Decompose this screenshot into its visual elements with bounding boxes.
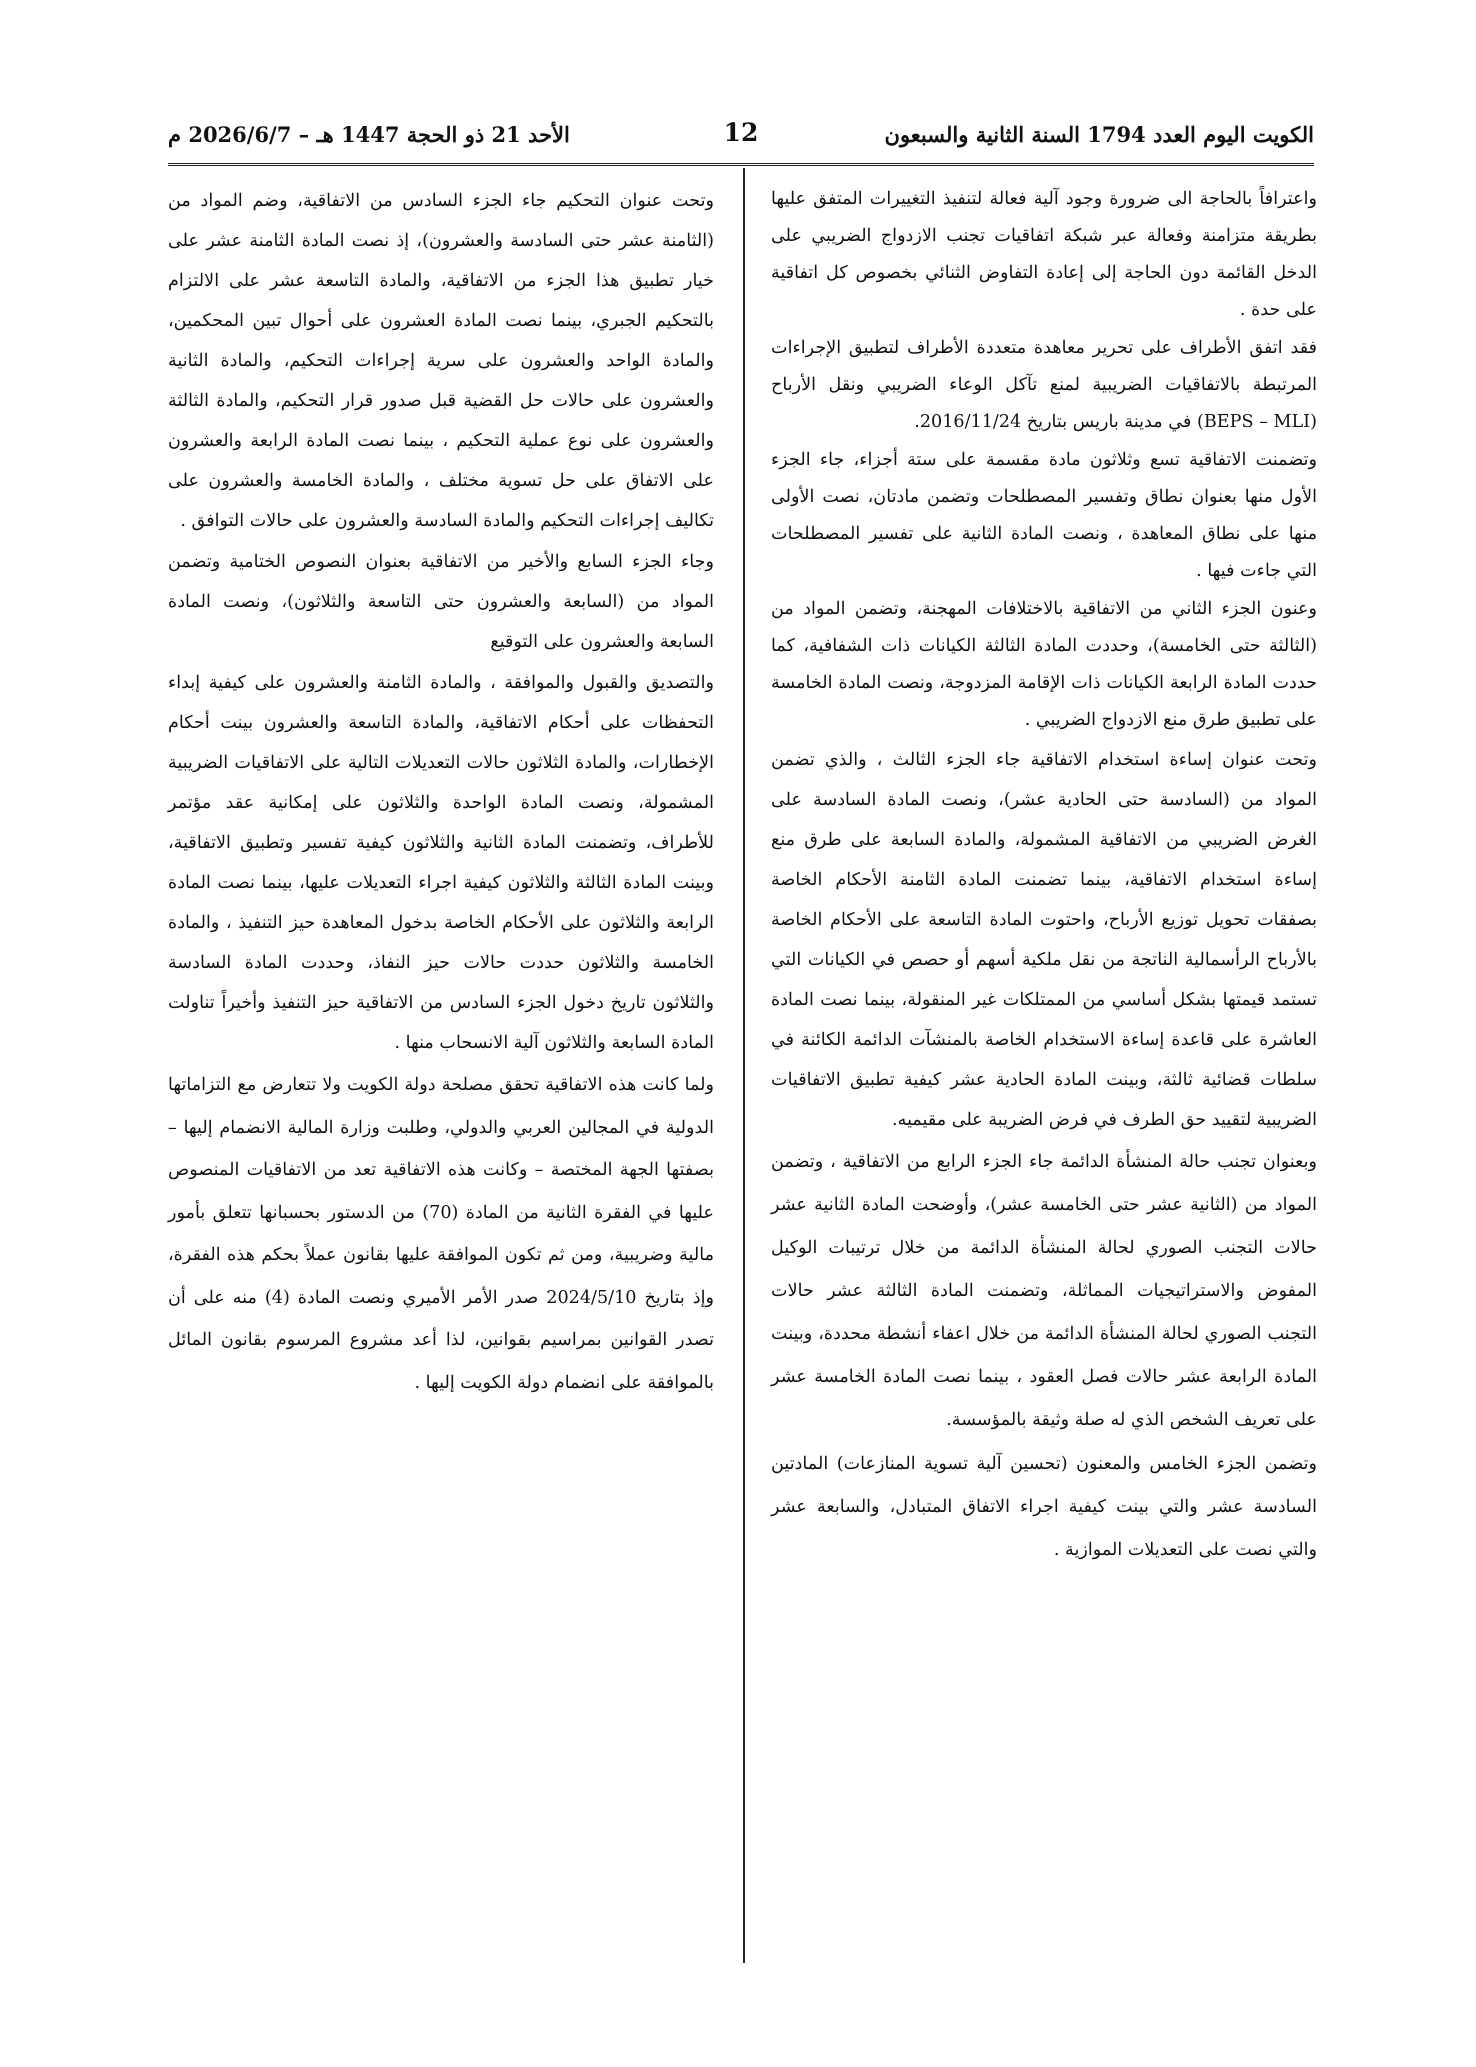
header-issue-info: الكويت اليوم العدد 1794 السنة الثانية والسبعون bbox=[884, 122, 1314, 147]
paragraph: وتضمن الجزء الخامس والمعنون (تحسين آلية تسوية المنازعات) المادتين السادسة عشر والتي بينت كيفية اجراء الاتفاق المتبادل، والسابعة عشر والتي نصت على التعديلات الموازية . bbox=[771, 1454, 1317, 1560]
paragraph: والتصديق والقبول والموافقة ، والمادة الثامنة والعشرون على كيفية إبداء التحفظات على أحكام الاتفاقية، والمادة التاسعة والعشرون بينت أحكام الإخطارات، والمادة الثلاثون حالات التعديلات التالية على الاتفاقيات الضريبية المشمولة، ونصت المادة الواحدة والثلاثون على إمكانية عقد مؤتمر للأطراف، وتضمنت المادة الثانية والثلاثون كيفية تفسير وتطبيق الاتفاقية، وبينت المادة الثالثة والثلاثون كيفية اجراء التعديلات عليها، بينما نصت المادة الرابعة والثلاثون على الأحكام الخاصة بدخول المعاهدة حيز التنفيذ ، والمادة الخامسة والثلاثون حددت حالات حيز النفاذ، وحددت المادة السادسة والثلاثون تاريخ دخول الجزء السادس من الاتفاقية حيز التنفيذ وأخيراً تناولت المادة السابعة والثلاثون آلية الانسحاب منها . bbox=[168, 673, 714, 1053]
page-header bbox=[168, 118, 1314, 158]
right-column bbox=[771, 181, 1317, 1573]
paragraph: ولما كانت هذه الاتفاقية تحقق مصلحة دولة الكويت ولا تتعارض مع التزاماتها الدولية في المجالين العربي والدولي، وطلبت وزارة المالية الانضمام إليها – بصفتها الجهة المختصة – وكانت هذه الاتفاقية تعد من الاتفاقيات المنصوص عليها في الفقرة الثانية من المادة (70) من الدستور بحسبانها تتعلق بأمور مالية وضريبية، ومن ثم تكون الموافقة عليها بقانون عملاً بحكم هذه الفقرة، وإذ بتاريخ 2024/5/10 صدر الأمر الأميري ونصت المادة (4) منه على أن تصدر القوانين بمراسيم بقوانين، لذا أعد مشروع المرسوم بقانون المائل بالموافقة على انضمام دولة الكويت إليها . bbox=[168, 1075, 714, 1393]
header-rule bbox=[168, 163, 1314, 166]
paragraph: واعترافاً بالحاجة الى ضرورة وجود آلية فعالة لتنفيذ التغييرات المتفق عليها بطريقة متزامنة وفعالة عبر شبكة اتفاقيات تجنب الازدواج الضريبي على الدخل القائمة دون الحاجة إلى إعادة التفاوض الثنائي بخصوص كل اتفاقية على حدة . bbox=[771, 189, 1317, 320]
paragraph: فقد اتفق الأطراف على تحرير معاهدة متعددة الأطراف لتطبيق الإجراءات المرتبطة بالاتفاقيات الضريبية لمنع تآكل الوعاء الضريبي ونقل الأرباح (BEPS – MLI) في مدينة باريس بتاريخ 2016/11/24. bbox=[771, 338, 1317, 432]
paragraph: وتحت عنوان إساءة استخدام الاتفاقية جاء الجزء الثالث ، والذي تضمن المواد من (السادسة حتى الحادية عشر)، ونصت المادة السادسة على الغرض الضريبي من الاتفاقية المشمولة، والمادة السابعة على طرق منع إساءة استخدام الاتفاقية، بينما تضمنت المادة الثامنة الأحكام الخاصة بصفقات تحويل توزيع الأرباح، واحتوت المادة التاسعة على الأحكام الخاصة بالأرباح الرأسمالية الناتجة من نقل ملكية أسهم أو حصص في الكيانات التي تستمد قيمتها بشكل أساسي من الممتلكات غير المنقولة، بينما نصت المادة العاشرة على قاعدة إساءة الاستخدام الخاصة بالمنشآت الدائمة الكائنة في سلطات قضائية ثالثة، وبينت المادة الحادية عشر كيفية تطبيق الاتفاقيات الضريبية لتقييد حق الطرف في فرض الضريبة على مقيميه. bbox=[771, 750, 1317, 1130]
paragraph: وعنون الجزء الثاني من الاتفاقية بالاختلافات المهجنة، وتضمن المواد من (الثالثة حتى الخامسة)، وحددت المادة الثالثة الكيانات ذات الشفافية، كما حددت المادة الرابعة الكيانات ذات الإقامة المزدوجة، ونصت المادة الخامسة على تطبيق طرق منع الازدواج الضريبي . bbox=[771, 599, 1317, 730]
header-date: الأحد 21 ذو الحجة 1447 هـ – 2026/6/7 م bbox=[168, 122, 570, 147]
paragraph: وجاء الجزء السابع والأخير من الاتفاقية بعنوان النصوص الختامية وتضمن المواد من (السابعة والعشرون حتى التاسعة والثلاثون)، ونصت المادة السابعة والعشرون على التوقيع bbox=[168, 552, 714, 652]
left-column bbox=[168, 181, 714, 1405]
paragraph: وتضمنت الاتفاقية تسع وثلاثون مادة مقسمة على ستة أجزاء، جاء الجزء الأول منها بعنوان نطاق وتفسير المصطلحات وتضمن مادتان، نصت الأولى منها على نطاق المعاهدة ، ونصت المادة الثانية على تفسير المصطلحات التي جاءت فيها . bbox=[771, 450, 1317, 581]
paragraph: وبعنوان تجنب حالة المنشأة الدائمة جاء الجزء الرابع من الاتفاقية ، وتضمن المواد من (الثانية عشر حتى الخامسة عشر)، وأوضحت المادة الثانية عشر حالات التجنب الصوري لحالة المنشأة الدائمة من خلال ترتيبات الوكيل المفوض والاستراتيجيات المماثلة، وتضمنت المادة الثالثة عشر حالات التجنب الصوري لحالة المنشأة الدائمة من خلال اعفاء أنشطة محددة، وبينت المادة الرابعة عشر حالات فصل العقود ، بينما نصت المادة الخامسة عشر على تعريف الشخص الذي له صلة وثيقة بالمؤسسة. bbox=[771, 1152, 1317, 1430]
paragraph: وتحت عنوان التحكيم جاء الجزء السادس من الاتفاقية، وضم المواد من (الثامنة عشر حتى السادسة والعشرون)، إذ نصت المادة الثامنة عشر على خيار تطبيق هذا الجزء من الاتفاقية، والمادة التاسعة عشر على الالتزام بالتحكيم الجبري، بينما نصت المادة العشرون على أحوال تبين المحكمين، والمادة الواحد والعشرون على سرية إجراءات التحكيم، والمادة الثانية والعشرون على حالات حل القضية قبل صدور قرار التحكيم، والمادة الثالثة والعشرون على نوع عملية التحكيم ، بينما نصت المادة الرابعة والعشرون على الاتفاق على حل تسوية مختلف ، والمادة الخامسة والعشرون على تكاليف إجراءات التحكيم والمادة السادسة والعشرون على حالات التوافق . bbox=[168, 191, 714, 531]
column-divider bbox=[743, 168, 745, 1963]
page-number: 12 bbox=[723, 118, 759, 147]
